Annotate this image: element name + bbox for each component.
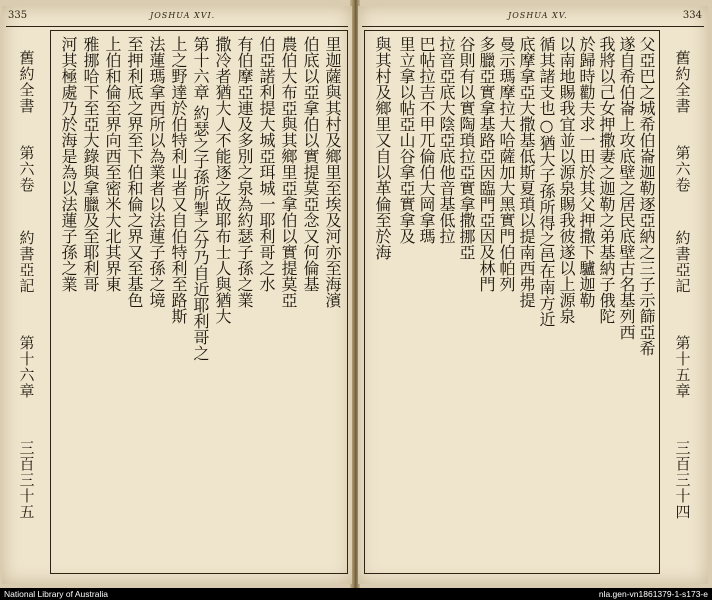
- right-page: [358, 6, 708, 584]
- right-side-band: [662, 30, 704, 574]
- right-band-volume: 第六卷: [673, 145, 692, 193]
- left-column-8: 上之野達於伯特利山者又自伯特利至路斯: [169, 36, 188, 324]
- right-column-12: 巴帖拉吉不甲兀倫伯大岡拿瑪: [417, 36, 436, 244]
- left-column-12: 雅挪哈下至亞大錄與拿臘及至耶利哥: [81, 36, 100, 292]
- right-column-6: 循其諸支也○猶大子孫所得之邑在南方近: [537, 36, 556, 327]
- left-column-9: 法蓮瑪拿西所以為業者以法蓮子孫之境: [147, 36, 166, 308]
- right-column-10: 谷則有以實陶瑣拉亞實拿撒挪亞: [457, 36, 476, 260]
- left-column-13: 河其極處乃於海是為以法蓮子孫之業: [59, 36, 78, 292]
- right-band-book: 舊約全書: [673, 50, 692, 114]
- right-band-page: 三百三十四: [673, 440, 692, 520]
- left-column-11: 上伯和倫至界向西至密米大北其界東: [103, 36, 122, 292]
- left-column-3: 農伯大布亞與其鄉里亞拿伯以實提莫亞: [279, 36, 298, 308]
- left-band-book: 舊約全書: [17, 50, 36, 114]
- footer-library-name: National Library of Australia: [4, 589, 108, 599]
- left-band-chapter: 第十六章: [17, 335, 36, 399]
- left-column-10: 至押利底之界至下伯和倫之界又至基色: [125, 36, 144, 308]
- right-page-header: [358, 10, 708, 26]
- right-column-14: 與其村及鄉里又自以革倫至於海: [373, 36, 392, 260]
- left-page-number: 335: [8, 10, 28, 21]
- footer-record-id: nla.gen-vn1861379-1-s173-e: [598, 589, 708, 599]
- left-band-page: 三百三十五: [17, 440, 36, 520]
- left-column-5: 有伯摩亞連及多別之泉為約瑟子孫之業: [235, 36, 254, 308]
- right-running-head: JOSHUA XV.: [508, 11, 568, 20]
- left-band-volume: 第六卷: [17, 145, 36, 193]
- left-column-7: 第十六章 約瑟之子孫所掣之分乃自近耶利哥之: [191, 36, 210, 362]
- right-column-2: 遂自希伯崙上攻底壁之居民底壁古名基列西: [617, 36, 636, 340]
- left-page-header: [2, 10, 352, 26]
- right-column-13: 里立拿以帖亞山谷拿亞實拿及: [397, 36, 416, 244]
- left-side-band: [6, 30, 48, 574]
- right-column-9: 多臘亞實拿基路亞因臨門亞因及林門: [477, 36, 496, 292]
- left-header-rule: [6, 26, 348, 27]
- right-column-11: 拉音亞底大陰亞底他音基低拉: [437, 36, 456, 244]
- right-column-5: 以南地賜我宜並以源泉賜我彼遂以上源泉: [557, 36, 576, 324]
- library-footer: [0, 588, 712, 600]
- left-running-head: JOSHUA XVI.: [150, 11, 216, 20]
- left-page: [2, 6, 352, 584]
- right-column-7: 底摩拿亞大撒基低斯夏瑣以提南西弗提: [517, 36, 536, 308]
- right-header-rule: [362, 26, 704, 27]
- left-band-title: 約書亞記: [17, 230, 36, 294]
- right-band-title: 約書亞記: [673, 230, 692, 294]
- right-column-8: 曼示瑪摩拉大哈薩加大黑實門伯帕列: [497, 36, 516, 292]
- right-band-chapter: 第十五章: [673, 335, 692, 399]
- right-column-3: 我將以己女押撒妻之迦勒之弟基納子俄陀: [597, 36, 616, 324]
- left-column-4: 伯亞諾利提大城亞珥城一耶利哥之水: [257, 36, 276, 292]
- left-column-2: 伯底以亞拿伯以實提莫亞念又何倫基: [301, 36, 320, 292]
- right-column-1: 父亞巴之城希伯崙迦勒逐亞納之三子示篩亞希: [637, 36, 656, 356]
- right-page-number: 334: [682, 10, 702, 21]
- right-column-4: 於歸時勸夫求一田於其父押撒下驢迦勒: [577, 36, 596, 308]
- left-column-6: 撒冷者猶大人不能逐之故耶布士人與猶大: [213, 36, 232, 324]
- left-column-1: 里迦薩與其村及鄉里至埃及河亦至海濱: [323, 36, 342, 308]
